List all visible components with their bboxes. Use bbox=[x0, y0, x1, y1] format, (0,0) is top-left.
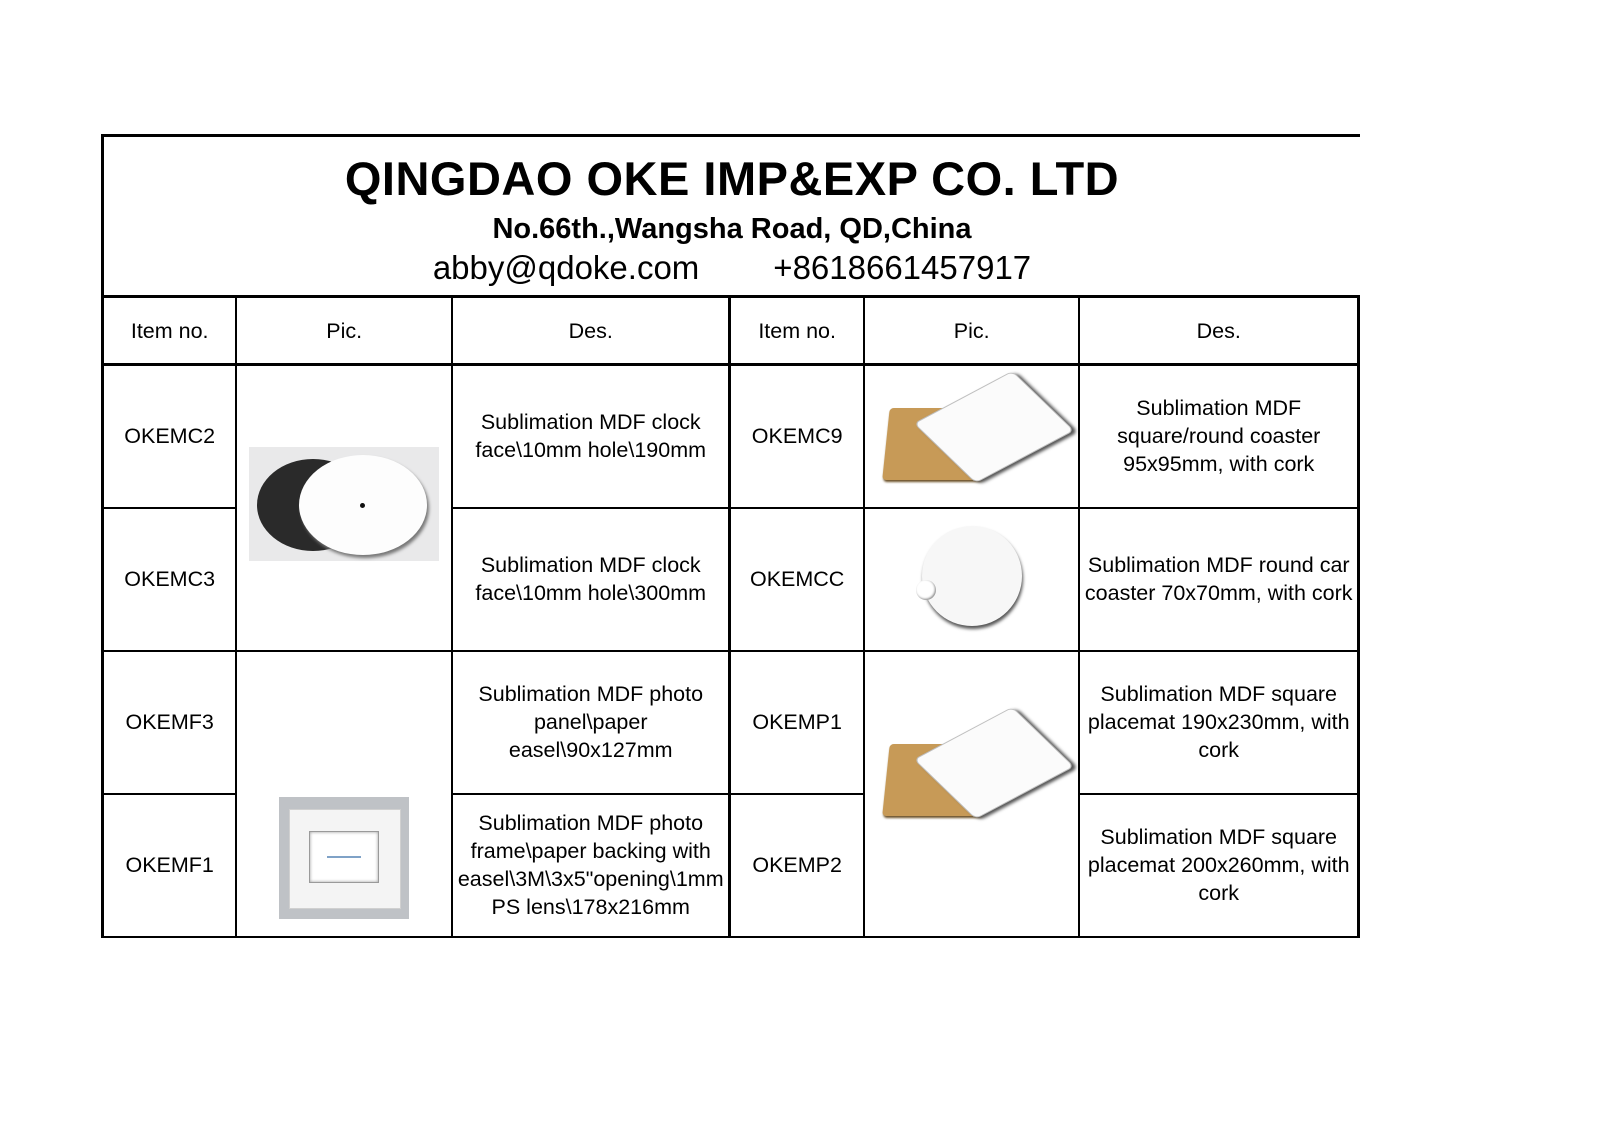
column-header: Des. bbox=[1079, 297, 1358, 365]
item-description: Sublimation MDF round car coaster 70x70mm, with cork bbox=[1079, 508, 1358, 651]
product-picture-cell bbox=[864, 365, 1080, 508]
company-header bbox=[101, 134, 1360, 298]
item-description: Sublimation MDF square/round coaster 95x95mm, with cork bbox=[1079, 365, 1358, 508]
column-header: Item no. bbox=[103, 297, 237, 365]
price-sheet bbox=[101, 134, 1360, 919]
column-header: Pic. bbox=[236, 297, 452, 365]
table-header-row bbox=[103, 297, 1359, 365]
car-coaster-image bbox=[922, 526, 1022, 626]
column-header: Item no. bbox=[730, 297, 864, 365]
photo-frame-image bbox=[279, 797, 409, 919]
product-picture-cell bbox=[864, 508, 1080, 651]
product-table bbox=[101, 295, 1360, 938]
email-text: abby@qdoke.com bbox=[432, 249, 700, 286]
column-header: Des. bbox=[452, 297, 730, 365]
phone-text: +8618661457917 bbox=[773, 249, 1032, 286]
column-header: Pic. bbox=[864, 297, 1080, 365]
item-description: Sublimation MDF clock face\10mm hole\190mm bbox=[452, 365, 730, 508]
placemat-image bbox=[882, 714, 1062, 824]
item-description: Sublimation MDF square placemat 200x260mm, with cork bbox=[1079, 794, 1358, 937]
item-number: OKEMF3 bbox=[103, 651, 237, 794]
product-picture-cell bbox=[864, 651, 1080, 937]
item-description: Sublimation MDF photo frame\paper backing with easel\3M\3x5"opening\1mm PS lens\178x216mm bbox=[452, 794, 730, 937]
company-name: QINGDAO OKE IMP&EXP CO. LTD bbox=[344, 152, 1120, 205]
item-number: OKEMP2 bbox=[730, 794, 864, 937]
product-picture-cell bbox=[236, 651, 452, 937]
item-number: OKEMCC bbox=[730, 508, 864, 651]
item-description: Sublimation MDF clock face\10mm hole\300mm bbox=[452, 508, 730, 651]
item-description: Sublimation MDF photo panel\paper easel\90x127mm bbox=[452, 651, 730, 794]
company-address: No.66th.,Wangsha Road, QD,China bbox=[492, 213, 972, 245]
table-row bbox=[103, 651, 1359, 794]
item-number: OKEMP1 bbox=[730, 651, 864, 794]
item-number: OKEMC2 bbox=[103, 365, 237, 508]
item-number: OKEMC3 bbox=[103, 508, 237, 651]
coaster-image bbox=[882, 378, 1062, 488]
item-number: OKEMC9 bbox=[730, 365, 864, 508]
item-description: Sublimation MDF square placemat 190x230mm, with cork bbox=[1079, 651, 1358, 794]
product-picture-cell bbox=[236, 365, 452, 651]
contact-line bbox=[104, 249, 1360, 287]
item-number: OKEMF1 bbox=[103, 794, 237, 937]
clock-face-image bbox=[249, 447, 439, 561]
table-row bbox=[103, 365, 1359, 508]
